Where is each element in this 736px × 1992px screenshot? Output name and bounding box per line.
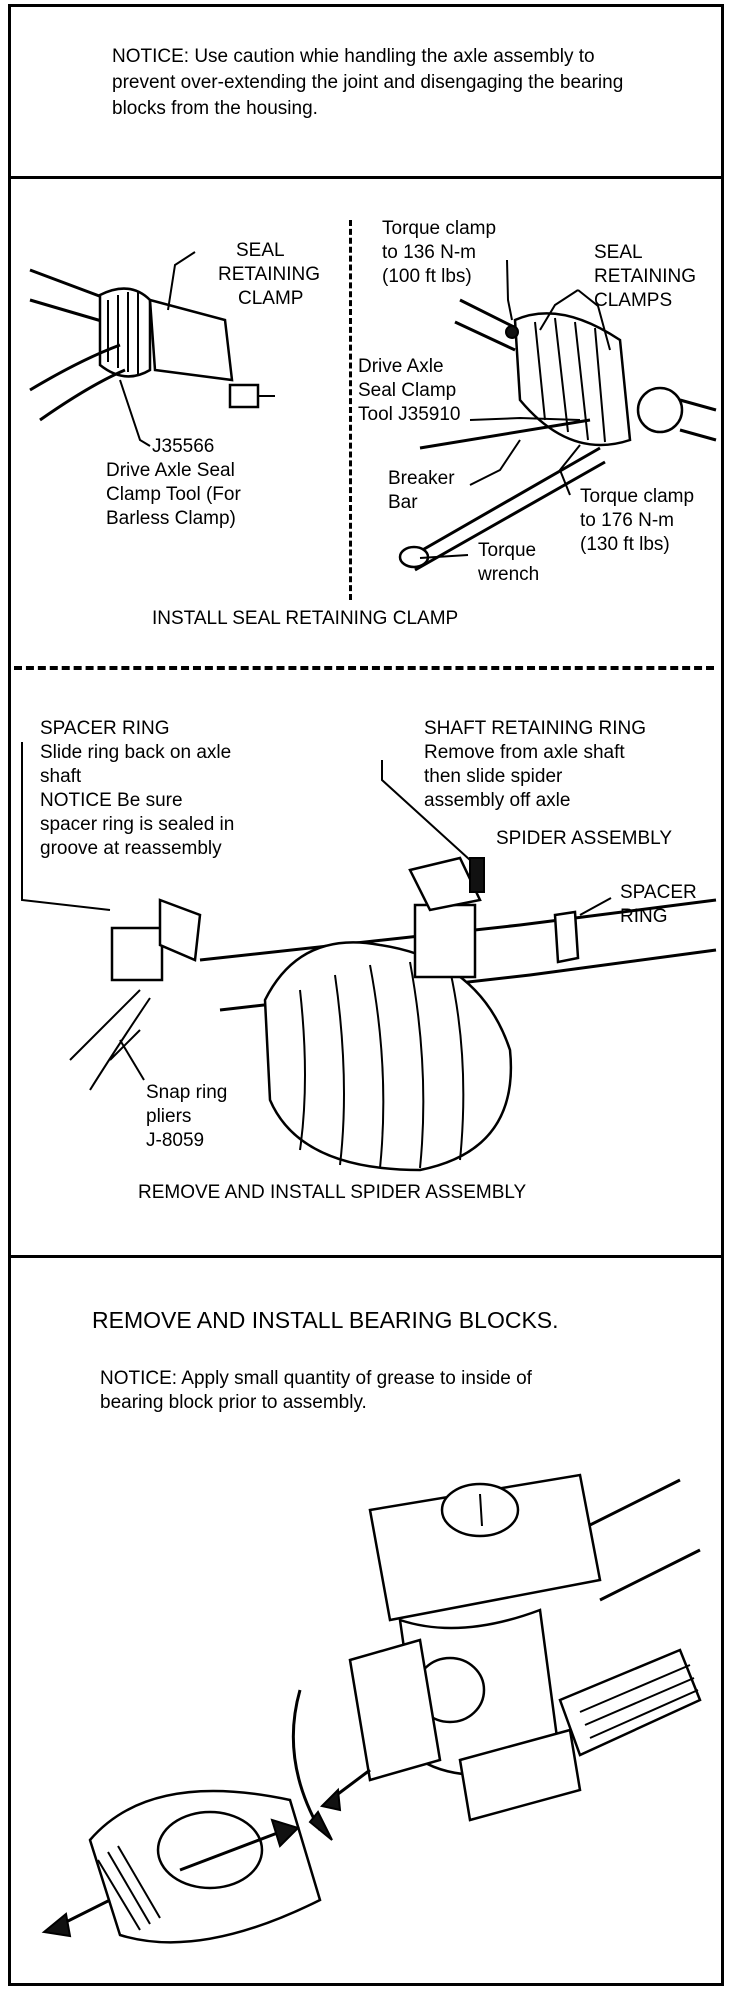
spacer-right-label-2: RING [620,906,668,927]
torque1-label-1: Torque clamp [382,218,497,239]
tool-j35910-label-1: Drive Axle [358,356,444,377]
shaft-ring-desc-3: assembly off axle [424,790,571,811]
seal-clamp-label-2: RETAINING [218,264,321,285]
spacer-ring-notice-3: groove at reassembly [40,838,222,859]
rotation-arrow [293,1690,320,1830]
seal-clamp-caption: INSTALL SEAL RETAINING CLAMP [152,608,459,629]
spacer-ring-title: SPACER RING [40,718,170,739]
removed-block-recess [158,1812,262,1888]
notice-text: NOTICE: Use caution whie handling the axle assembly to prevent over-extending the joint and disengaging the bearing blocks from the housing. [112,46,624,119]
shaft-ring-desc-2: then slide spider [424,766,563,787]
bearing-notice-2: bearing block prior to assembly. [100,1392,367,1413]
seal-clamp-label-3: CLAMP [238,288,304,309]
torque1-label-2: to 136 N-m [382,242,476,263]
knurled-block-right [560,1650,700,1755]
shaft-ring-desc-1: Remove from axle shaft [424,742,625,763]
torque2-label-3: (130 ft lbs) [580,534,670,555]
shaft-ring-title: SHAFT RETAINING RING [424,718,647,739]
torque1-label-3: (100 ft lbs) [382,266,472,287]
spider-assembly-label: SPIDER ASSEMBLY [496,828,672,849]
torque-wrench-label-1: Torque [478,540,537,561]
spacer-ring-desc-2: shaft [40,766,82,787]
bearing-notice-1: NOTICE: Apply small quantity of grease to inside of [100,1368,532,1389]
breaker-bar-label-2: Bar [388,492,418,513]
torque2-label-2: to 176 N-m [580,510,674,531]
torque-wrench-label-2: wrench [478,564,540,585]
seal-clamp-label-1: SEAL [236,240,285,261]
spacer-ring-desc-1: Slide ring back on axle [40,742,232,763]
spacer-right-label-1: SPACER [620,882,697,903]
seal-clamps-label-2: RETAINING [594,266,697,287]
insert-arrow-head [322,1790,340,1810]
tool-desc-2: Clamp Tool (For [106,484,241,505]
tool-desc-3: Barless Clamp) [106,508,236,529]
tool-desc-1: Drive Axle Seal [106,460,235,481]
j35566-label: J35566 [152,436,215,457]
pliers-label-1: Snap ring [146,1082,228,1103]
pull-arrow-head [44,1914,70,1936]
spacer-ring-notice-2: spacer ring is sealed in [40,814,235,835]
torque2-label-1: Torque clamp [580,486,695,507]
pliers-label-3: J-8059 [146,1130,205,1151]
tool-j35910-label-2: Seal Clamp [358,380,457,401]
seal-clamps-label-3: CLAMPS [594,290,673,311]
tool-j35910-label-3: Tool J35910 [358,404,461,425]
bearing-blocks-title: REMOVE AND INSTALL BEARING BLOCKS. [92,1307,559,1333]
spider-assembly-caption: REMOVE AND INSTALL SPIDER ASSEMBLY [138,1182,527,1203]
breaker-bar-label-1: Breaker [388,468,455,489]
pliers-label-2: pliers [146,1106,192,1127]
spacer-ring-notice: NOTICE Be sure [40,790,183,811]
seal-clamps-label-1: SEAL [594,242,643,263]
